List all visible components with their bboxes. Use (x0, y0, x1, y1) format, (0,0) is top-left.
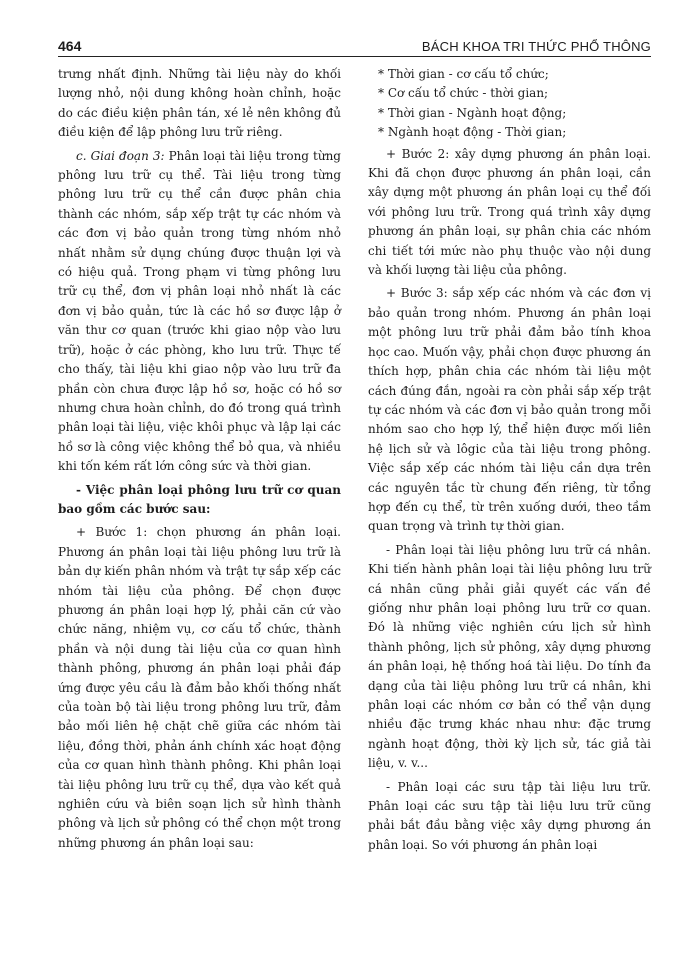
paragraph (58, 147, 341, 477)
list-item: * Thời gian - Ngành hoạt động; (368, 104, 651, 123)
paragraph: + Bước 2: xây dựng phương án phân loại. Khi đã chọn được phương án phân loại, cần xây dựng một phương án phân loại cụ thể đối với phông lưu trữ. Trong quá trình xây dựng phương án phân loại, sự phân chia các nhóm chi tiết tới mức nào phụ thuộc vào nội dung và khối lượng tài liệu của phông. (368, 146, 651, 278)
list-item: * Ngành hoạt động - Thời gian; (368, 123, 651, 142)
left-column (58, 65, 341, 855)
option-list (368, 65, 651, 143)
paragraph: + Bước 3: sắp xếp các nhóm và các đơn vị bảo quản trong nhóm. Phương án phân loại một phông lưu trữ phải đảm bảo tính khoa học cao. Muốn vậy, phải chọn được phương án thích hợp, phân chia các nhóm tài liệu một cách đúng đắn, ngoài ra còn phải sắp xếp trật tự các nhóm và các đơn vị bảo quản trong mỗi nhóm sao cho hợp lý, thể hiện được mối liên hệ lịch sử và lôgic của tài liệu trong phông. Việc sắp xếp các nhóm tài liệu cần dựa trên các nguyên tắc từ chung đến riêng, từ tổng hợp đến cụ thể, từ trên xuống dưới, theo tầm quan trọng và trình tự thời gian. (368, 286, 651, 534)
paragraph: trưng nhất định. Những tài liệu này do khối lượng nhỏ, nội dung không hoàn chỉnh, hoặc do các điều kiện phân tán, xé lẻ nên không đủ điều kiện để lập phông lưu trữ riêng. (58, 67, 341, 140)
list-item: * Cơ cấu tổ chức - thời gian; (368, 84, 651, 103)
paragraph: - Phân loại các sưu tập tài liệu lưu trữ. Phân loại các sưu tập tài liệu lưu trữ cũng phải bắt đầu bằng việc xây dựng phương án phân loại. So với phương án phân loại (368, 779, 651, 852)
paragraph-label: c. Giai đoạn 3: (76, 148, 165, 163)
section-heading: - Việc phân loại phông lưu trữ cơ quan bao gồm các bước sau: (58, 482, 341, 516)
right-column (368, 65, 651, 855)
paragraph-text: Phân loại tài liệu trong từng phông lưu trữ cụ thể. Tài liệu trong từng phông lưu trữ cụ thể cần được phân chia thành các nhóm, sắp xếp trật tự các nhóm và các đơn vị bảo quản trong từng nhóm nhỏ nhất nhằm sử dụng chúng được thuận lợi và có hiệu quả. Trong phạm vi từng phông lưu trữ cụ thể, đơn vị phân loại nhỏ nhất là các đơn vị bảo quản, tức là các hồ sơ được lập ở văn thư cơ quan (trước khi giao nộp vào lưu trữ), hoặc ở các phòng, kho lưu trữ. Thực tế cho thấy, tài liệu khi giao nộp vào lưu trữ đa phần còn chưa được lập hồ sơ, hoặc có hồ sơ nhưng chưa hoàn chỉnh, do đó trong quá trình phân loại tài liệu, việc khôi phục và lập lại các hồ sơ là công việc không thể bỏ qua, và nhiều khi tốn kém rất lớn công sức và thời gian. (58, 148, 341, 474)
list-item: * Thời gian - cơ cấu tổ chức; (368, 65, 651, 84)
paragraph: + Bước 1: chọn phương án phân loại. Phương án phân loại tài liệu phông lưu trữ là bản dự kiến phân nhóm và trật tự sắp xếp các nhóm tài liệu của phông. Để chọn được phương án phân loại hợp lý, phải căn cứ vào chức năng, nhiệm vụ, cơ cấu tổ chức, thành phần và nội dung tài liệu của cơ quan hình thành phông, phương án phân loại phải đáp ứng được yêu cầu là đảm bảo khối thống nhất của toàn bộ tài liệu trong phông lưu trữ, đảm bảo mối liên hệ chặt chẽ giữa các nhóm tài liệu, đồng thời, phản ánh chính xác hoạt động của cơ quan hình thành phông. Khi phân loại tài liệu phông lưu trữ cụ thể, dựa vào kết quả nghiên cứu và biên soạn lịch sử hình thành phông và lịch sử phông có thể chọn một trong những phương án phân loại sau: (58, 525, 341, 850)
text-columns (58, 65, 651, 855)
page-number: 464 (58, 38, 82, 54)
page-header (58, 38, 651, 57)
running-title: BÁCH KHOA TRI THỨC PHỔ THÔNG (421, 39, 651, 54)
paragraph: - Phân loại tài liệu phông lưu trữ cá nhân. Khi tiến hành phân loại tài liệu phông lưu trữ cá nhân cũng phải giải quyết các vấn đề giống như phân loại phông lưu trữ cơ quan. Đó là những việc nghiên cứu lịch sử hình thành phông, lịch sử phông, xây dựng phương án phân loại, hệ thống hoá tài liệu. Do tính đa dạng của tài liệu phông lưu trữ cá nhân, khi phân loại các nhóm cơ bản có thể vận dụng nhiều đặc trưng khác nhau như: đặc trưng ngành hoạt động, thời kỳ lịch sử, tác giả tài liệu, v. v... (368, 542, 651, 771)
